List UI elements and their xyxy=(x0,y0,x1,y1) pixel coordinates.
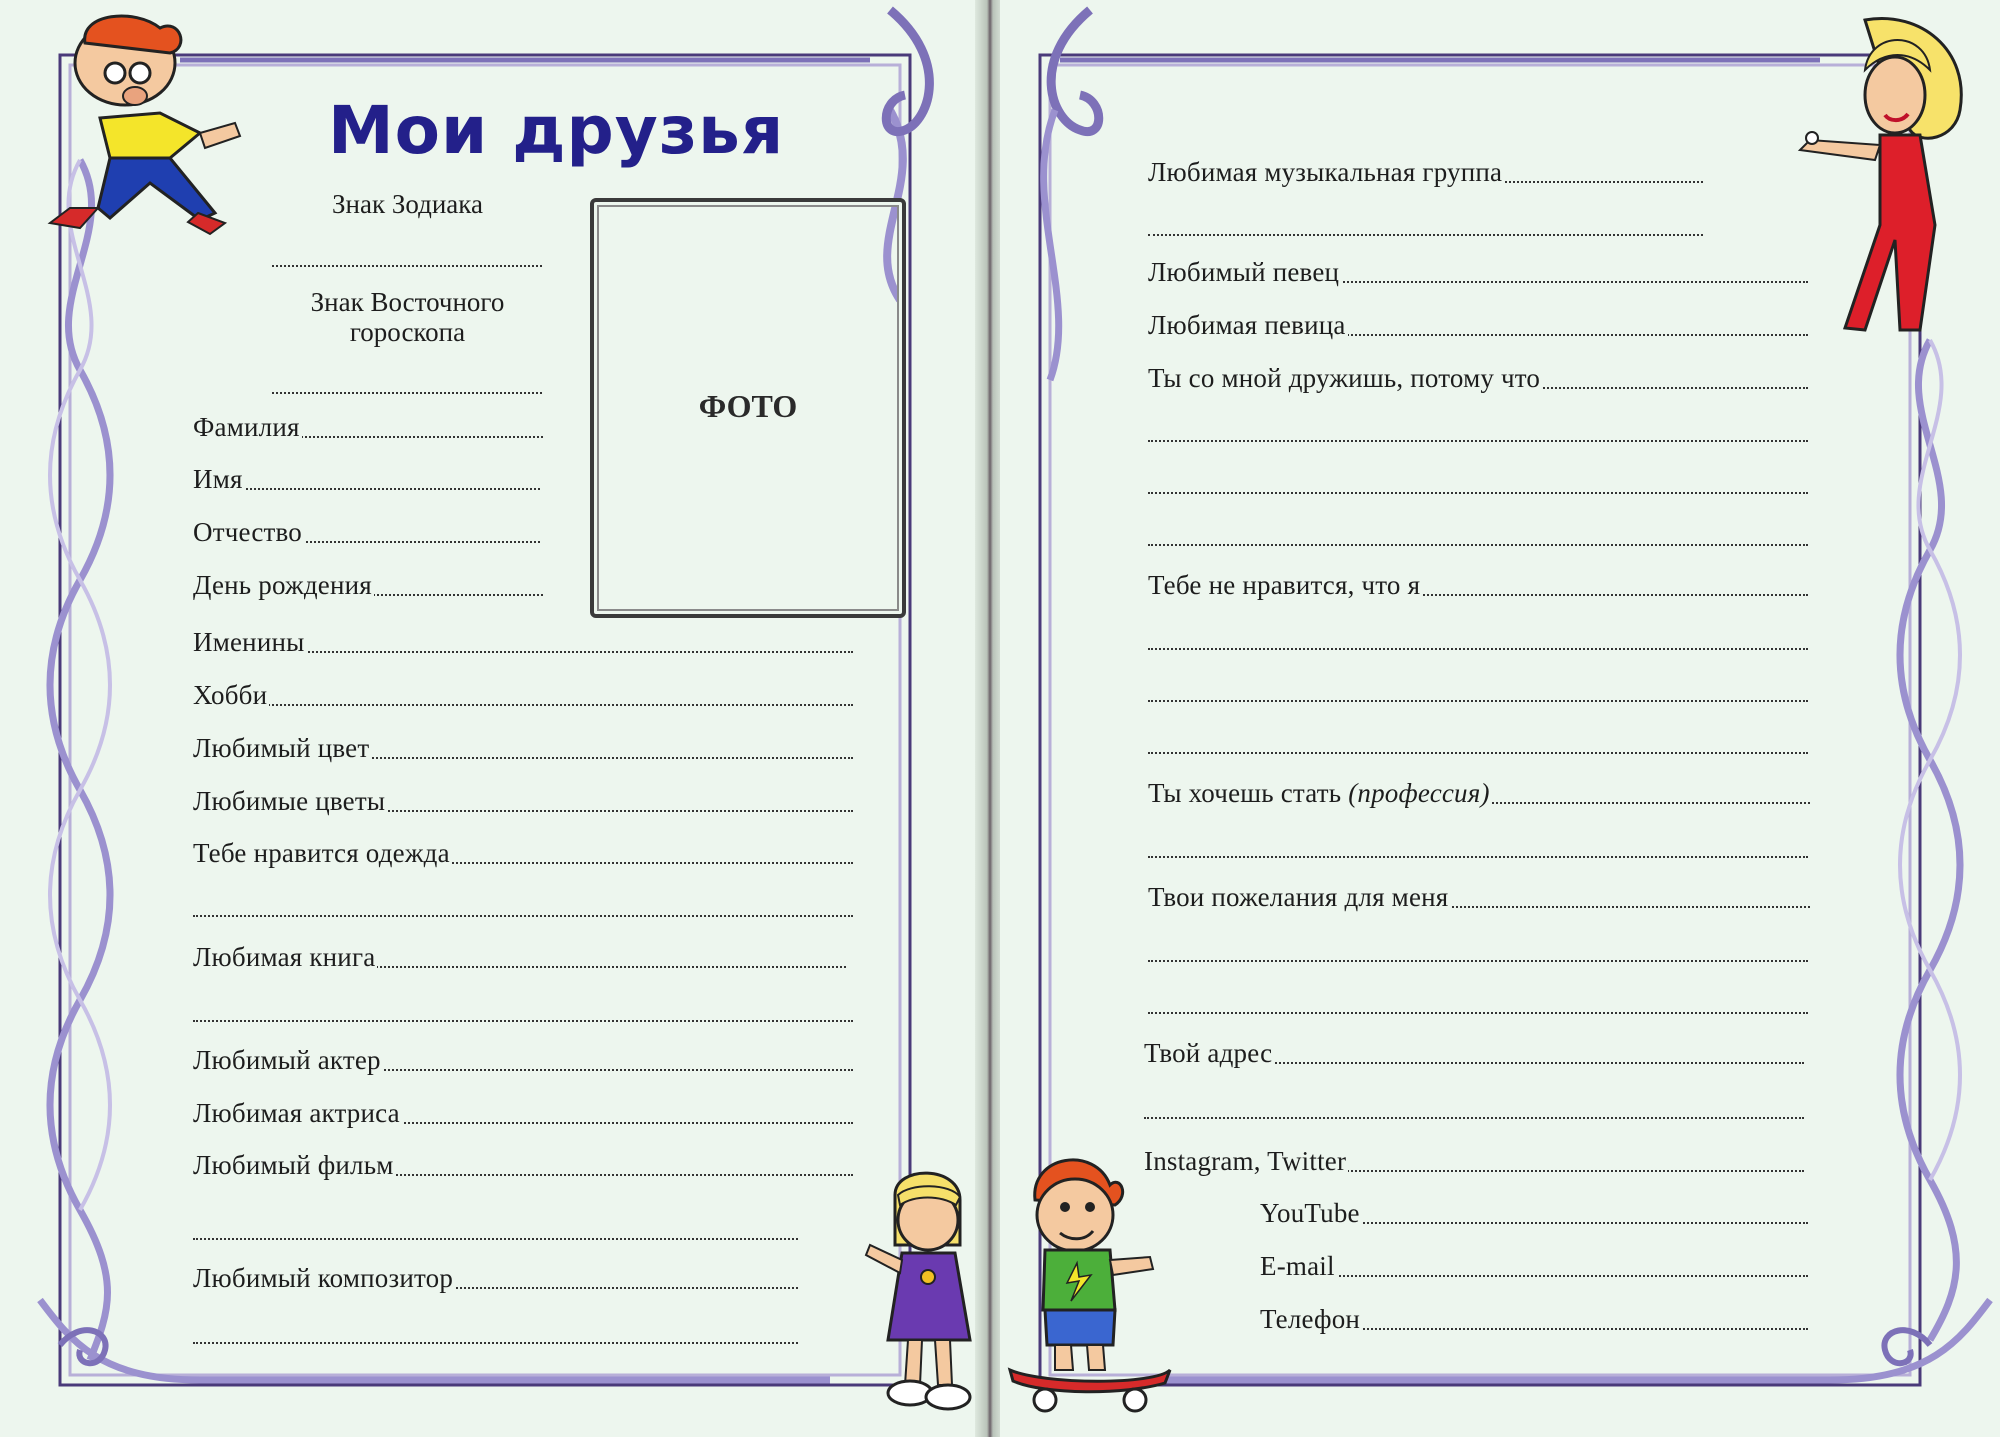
surname-field[interactable] xyxy=(193,412,543,443)
friends-because-line-2[interactable] xyxy=(1148,440,1808,442)
east-horoscope-line[interactable] xyxy=(272,392,542,394)
girl-illustration xyxy=(860,1165,990,1420)
fav-actress-field[interactable] xyxy=(193,1098,853,1129)
fav-composer-line-2[interactable] xyxy=(193,1342,798,1344)
want-to-be-note: (профессия) xyxy=(1348,778,1490,808)
fav-band-label: Любимая музыкальная группа xyxy=(1148,157,1503,187)
social-label: Instagram, Twitter xyxy=(1144,1146,1347,1176)
address-label: Твой адрес xyxy=(1144,1038,1273,1068)
right-page xyxy=(1000,0,2000,1437)
fav-band-line-2[interactable] xyxy=(1148,234,1703,236)
dislike-label: Тебе не нравится, что я xyxy=(1148,570,1421,600)
hobby-field[interactable] xyxy=(193,680,853,711)
dislike-line-4[interactable] xyxy=(1148,752,1808,754)
dislike-field[interactable] xyxy=(1148,570,1808,601)
photo-frame[interactable] xyxy=(590,198,906,618)
want-to-be-field[interactable] xyxy=(1148,778,1810,809)
woman-red-dress-illustration xyxy=(1770,10,1980,340)
surname-label: Фамилия xyxy=(193,412,300,442)
fav-flowers-field[interactable] xyxy=(193,786,853,817)
dislike-line-2[interactable] xyxy=(1148,648,1808,650)
friends-because-label: Ты со мной дружишь, потому что xyxy=(1148,363,1541,393)
wishes-field[interactable] xyxy=(1148,882,1810,913)
birthday-field[interactable] xyxy=(193,570,543,601)
photo-label: ФОТО xyxy=(698,388,798,424)
left-page xyxy=(0,0,985,1437)
fav-singer-f-label: Любимая певица xyxy=(1148,310,1346,340)
phone-label: Телефон xyxy=(1260,1304,1361,1334)
phone-field[interactable] xyxy=(1260,1304,1808,1335)
dislike-line-3[interactable] xyxy=(1148,700,1808,702)
fav-flowers-label: Любимые цветы xyxy=(193,786,386,816)
address-field[interactable] xyxy=(1144,1038,1804,1069)
patronymic-field[interactable] xyxy=(193,517,540,548)
east-horoscope-label: Знак Восточного гороскопа xyxy=(310,287,505,347)
hobby-label: Хобби xyxy=(193,680,268,710)
wishes-label: Твои пожелания для меня xyxy=(1148,882,1449,912)
want-to-be-line-2[interactable] xyxy=(1148,856,1808,858)
fav-band-field[interactable] xyxy=(1148,157,1703,188)
email-field[interactable] xyxy=(1260,1251,1808,1282)
wishes-line-3[interactable] xyxy=(1148,1012,1808,1014)
want-to-be-label xyxy=(1148,778,1492,808)
fav-film-field[interactable] xyxy=(193,1150,853,1181)
friends-because-field[interactable] xyxy=(1148,363,1808,394)
fav-book-line-2[interactable] xyxy=(193,1020,853,1022)
youtube-field[interactable] xyxy=(1260,1198,1808,1229)
name-label: Имя xyxy=(193,464,243,494)
name-day-field[interactable] xyxy=(193,627,853,658)
clothes-line-2[interactable] xyxy=(193,915,853,917)
fav-color-field[interactable] xyxy=(193,733,853,764)
name-day-label: Именины xyxy=(193,627,305,657)
friends-because-line-3[interactable] xyxy=(1148,492,1808,494)
fav-film-line-2[interactable] xyxy=(193,1238,798,1240)
fav-actor-field[interactable] xyxy=(193,1045,853,1076)
fav-singer-m-label: Любимый певец xyxy=(1148,257,1340,287)
fav-book-field[interactable] xyxy=(193,942,846,973)
fav-composer-field[interactable] xyxy=(193,1263,798,1294)
friends-because-line-4[interactable] xyxy=(1148,544,1808,546)
fav-actress-label: Любимая актриса xyxy=(193,1098,400,1128)
clothes-field[interactable] xyxy=(193,838,853,869)
email-label: E-mail xyxy=(1260,1251,1335,1281)
social-field[interactable] xyxy=(1144,1146,1804,1177)
youtube-label: YouTube xyxy=(1260,1198,1360,1228)
fav-actor-label: Любимый актер xyxy=(193,1045,381,1075)
clothes-label: Тебе нравится одежда xyxy=(193,838,450,868)
running-boy-illustration xyxy=(40,8,250,238)
fav-singer-f-field[interactable] xyxy=(1148,310,1808,341)
skateboard-boy-illustration xyxy=(1005,1145,1205,1415)
fav-singer-m-field[interactable] xyxy=(1148,257,1808,288)
patronymic-label: Отчество xyxy=(193,517,302,547)
want-to-be-text: Ты хочешь стать xyxy=(1148,778,1342,808)
fav-film-label: Любимый фильм xyxy=(193,1150,394,1180)
wishes-line-2[interactable] xyxy=(1148,960,1808,962)
fav-composer-label: Любимый композитор xyxy=(193,1263,454,1293)
zodiac-label: Знак Зодиака xyxy=(332,189,483,219)
page-title: Мои друзья xyxy=(328,92,785,169)
name-field[interactable] xyxy=(193,464,540,495)
fav-book-label: Любимая книга xyxy=(193,942,376,972)
fav-color-label: Любимый цвет xyxy=(193,733,370,763)
zodiac-line[interactable] xyxy=(272,265,542,267)
birthday-label: День рождения xyxy=(193,570,372,600)
address-line-2[interactable] xyxy=(1144,1117,1804,1119)
